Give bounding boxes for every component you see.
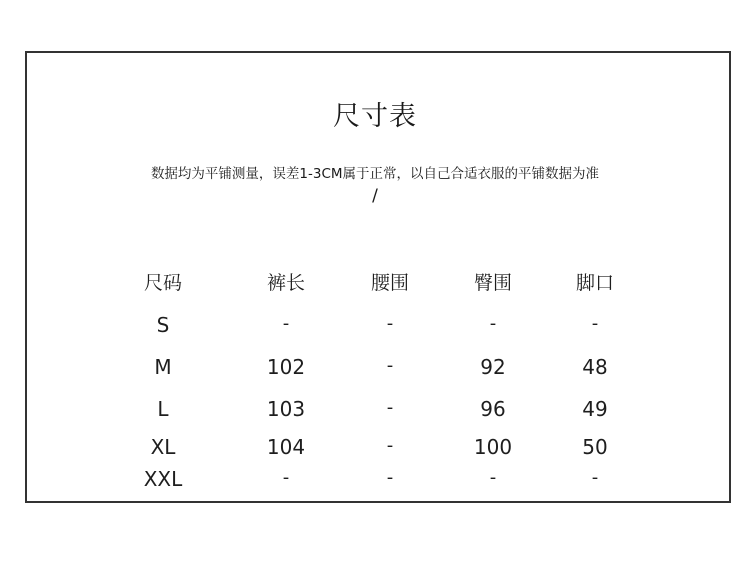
cell-waist: - [386, 467, 394, 488]
cell-waist: - [386, 435, 394, 456]
cell-hem: 48 [582, 355, 608, 379]
cell-hip: - [489, 467, 497, 488]
cell-hem: 50 [582, 435, 608, 459]
cell-waist: - [386, 355, 394, 376]
cell-size: XXL [143, 467, 183, 491]
header-length: 裤长 [266, 272, 305, 294]
cell-length: - [282, 313, 290, 334]
cell-hip: 96 [480, 397, 506, 421]
header-hip: 臀围 [473, 272, 512, 294]
header-waist: 腰围 [370, 272, 409, 294]
cell-hem: - [591, 467, 599, 488]
cell-size: S [156, 313, 170, 337]
cell-length: 104 [266, 435, 306, 459]
cell-waist: - [386, 397, 394, 418]
cell-size: XL [150, 435, 176, 459]
cell-hip: 92 [480, 355, 506, 379]
measurement-note: 数据均为平铺测量，误差1-3CM属于正常，以自己合适衣服的平铺数据为准 [150, 166, 600, 182]
measurement-note-tail: / [372, 186, 378, 206]
size-chart-title: 尺寸表 [333, 101, 417, 132]
cell-length: 103 [266, 397, 306, 421]
cell-hem: 49 [582, 397, 608, 421]
header-hem: 脚口 [575, 272, 614, 294]
cell-size: M [154, 355, 172, 379]
cell-size: L [157, 397, 169, 421]
cell-hip: - [489, 313, 497, 334]
cell-waist: - [386, 313, 394, 334]
header-size: 尺码 [143, 272, 182, 294]
cell-hip: 100 [473, 435, 513, 459]
cell-length: 102 [266, 355, 306, 379]
cell-length: - [282, 467, 290, 488]
cell-hem: - [591, 313, 599, 334]
